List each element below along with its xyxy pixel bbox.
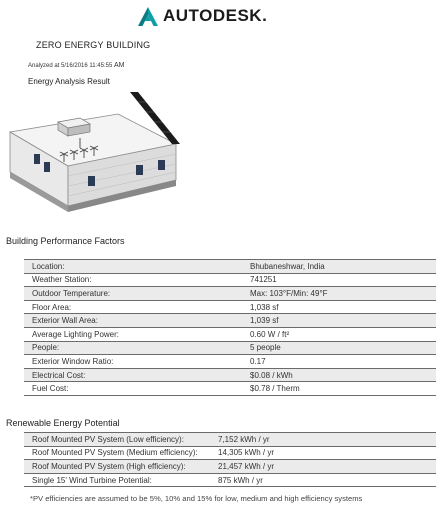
window (158, 160, 165, 170)
row-value: 0.17 (242, 355, 436, 369)
row-value: 21,457 kWh / yr (210, 460, 436, 474)
row-value: 1,038 sf (242, 300, 436, 314)
table-row (24, 300, 436, 314)
row-label: Roof Mounted PV System (Low efficiency): (24, 433, 210, 447)
row-value: 875 kWh / yr (210, 473, 436, 487)
row-label: Floor Area: (24, 300, 242, 314)
table-row (24, 433, 436, 447)
row-label: Weather Station: (24, 273, 242, 287)
row-label: Outdoor Temperature: (24, 287, 242, 301)
row-label: Single 15' Wind Turbine Potential: (24, 473, 210, 487)
analyzed-timestamp (28, 62, 124, 69)
autodesk-a-logo-icon (138, 7, 158, 26)
window (88, 176, 95, 186)
table-row (24, 460, 436, 474)
row-value: 14,305 kWh / yr (210, 446, 436, 460)
row-value: 5 people (242, 341, 436, 355)
row-label: People: (24, 341, 242, 355)
performance-table (24, 259, 436, 396)
row-label: Electrical Cost: (24, 368, 242, 382)
building-model-image (8, 92, 188, 218)
row-label: Location: (24, 260, 242, 274)
page-title: ZERO ENERGY BUILDING (36, 40, 151, 50)
table-row (24, 287, 436, 301)
table-row (24, 260, 436, 274)
performance-heading: Building Performance Factors (6, 236, 125, 246)
table-row (24, 355, 436, 369)
row-value: Bhubaneshwar, India (242, 260, 436, 274)
table-row (24, 382, 436, 396)
renewable-table (24, 432, 436, 487)
table-row (24, 473, 436, 487)
window (136, 165, 143, 175)
brand-name: AUTODESK. (163, 6, 268, 25)
row-label: Average Lighting Power: (24, 327, 242, 341)
analyzed-ampm: AM (113, 62, 125, 69)
row-value: 1,039 sf (242, 314, 436, 328)
row-value: $0.78 / Therm (242, 382, 436, 396)
row-label: Roof Mounted PV System (High efficiency): (24, 460, 210, 474)
window (44, 162, 50, 172)
row-value: $0.08 / kWh (242, 368, 436, 382)
table-row (24, 327, 436, 341)
row-value: 741251 (242, 273, 436, 287)
row-label: Roof Mounted PV System (Medium efficiency): (24, 446, 210, 460)
row-value: 7,152 kWh / yr (210, 433, 436, 447)
row-label: Fuel Cost: (24, 382, 242, 396)
table-row (24, 368, 436, 382)
row-label: Exterior Window Ratio: (24, 355, 242, 369)
renewable-heading: Renewable Energy Potential (6, 418, 120, 428)
analyzed-datetime: Analyzed at 5/16/2016 11:45:55 (28, 63, 113, 69)
table-row (24, 446, 436, 460)
brand-logo (138, 6, 267, 26)
table-row (24, 341, 436, 355)
table-row (24, 273, 436, 287)
row-value: 0.60 W / ft² (242, 327, 436, 341)
row-label: Exterior Wall Area: (24, 314, 242, 328)
window (34, 154, 40, 164)
pv-efficiency-note: *PV efficiencies are assumed to be 5%, 10% and 15% for low, medium and high efficiency systems (30, 494, 363, 503)
row-value: Max: 103°F/Min: 49°F (242, 287, 436, 301)
table-row (24, 314, 436, 328)
report-subtitle: Energy Analysis Result (28, 77, 110, 86)
